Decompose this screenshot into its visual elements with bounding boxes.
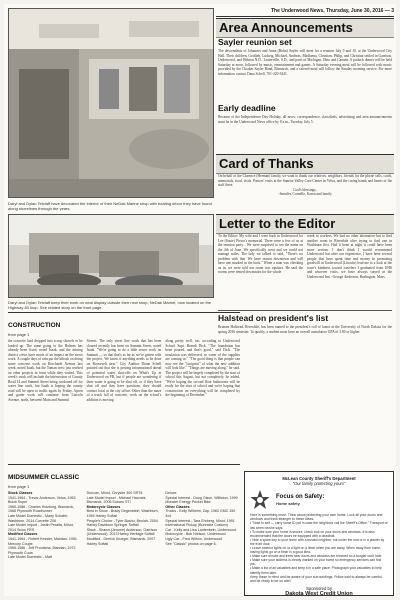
result-entry: Best in Show - Brady Degenstein, Washburn, 1994 Harley Softail	[86, 509, 159, 518]
result-entry: 1965-1986 - Jeff Proutsma, Mandan, 1972 Plymouth Cuda	[8, 546, 76, 555]
halstead-article	[218, 310, 392, 334]
result-entry: Special Interest - Tara Ehrberg, Minot, 1991 International Pickup (Bunneke Custom)	[165, 518, 235, 528]
result-line	[87, 496, 162, 505]
result-line	[87, 519, 162, 528]
ad-tip: • Make a list of all valuables and keep it in a safe place. Photograph your valuables to help identify them later.	[250, 566, 382, 575]
result-line	[8, 496, 83, 505]
sheriff-safety-ad	[244, 471, 394, 596]
ad-sponsor-label: Sponsored by	[306, 586, 332, 592]
sayler-reunion-title: Sayler reunion set	[218, 37, 292, 47]
sayler-reunion-article	[218, 38, 392, 76]
result-line	[87, 528, 162, 537]
midsummer-columns	[8, 491, 240, 560]
shop-interior-image	[9, 9, 214, 198]
result-class-heading: Modified Classes	[8, 532, 38, 537]
ad-motto: "Our family protecting yours"	[292, 481, 346, 486]
newspaper-page	[4, 4, 396, 596]
card-of-thanks-signoff-1: God's blessings,	[293, 187, 317, 192]
result-line	[165, 519, 240, 528]
result-line	[8, 514, 83, 523]
result-line	[165, 542, 240, 547]
midsummer-column-1	[8, 491, 83, 560]
badge-star-icon	[250, 489, 270, 511]
early-deadline-body: Because of the Independence Day Holiday, all news, correspondence, classifieds, advertising and area announcements must be in the Underwood News office by 8 a.m., Tuesday, July 5.	[218, 115, 392, 124]
result-line	[8, 537, 83, 546]
construction-section	[8, 312, 240, 402]
early-deadline-title: Early deadline	[218, 103, 276, 113]
letter-column-2: week to workers. We had no other alternative but to find another room in Riverdale after trying to find one in Washburn first. Had it been at night it could have been more serious. I don't think I would recommend Underwood but after our experience, I have been several people that have spent time and money in promoting goodwill in Underwood (Lincoln) lead me to a look at the town's kindness toward travelers I graduated from UHS and whoever visits, we have always stayed at the Underwood Inn. -George Anderson, Burlington, Mass.	[307, 234, 392, 279]
ad-sponsor-name: Dakota West Credit Union	[285, 591, 353, 596]
sayler-reunion-body: The descendants of Johannes and Anna (Bohn) Sayler will meet for a reunion July 9 and 10, at the Underwood City Hall. Their children, Gottlieb, Ludwig, Michael, Andreas, Madlaena, Christian, Philip, and Christina settled in Garrison, Underwood, and Hebron N.D., Leaterville, S.D., and parts of Michigan, Ohio and Canada. A potluck dinner will be held Saturday at noon, followed by music, entertainment and games. A Saturday evening meal will be followed with music provided by the Cloaker Sayler Band, Bismarck, and a catered meal will follow the Sunday morning service. For more information contact Dana Schell, 701-220-5441.	[218, 49, 392, 76]
ad-focus-sub: Home safety	[276, 500, 300, 506]
result-class-heading: Stock Classes	[8, 491, 33, 495]
ad-tips-list	[250, 521, 388, 574]
construction-columns	[8, 339, 240, 402]
result-line	[8, 546, 83, 555]
result-entry: Late Model Domestic - Matt	[8, 555, 52, 560]
result-entry: Stock - Shawn (Jerome) Anderson, Garrison (Underwood), 2013 Harley Heritage Softail	[86, 527, 158, 537]
construction-column-1: the concrete load dropped into scoop shovels to be loaded up. The same going to the Holmes has already been fixed, noted Isaak, and the mining district crews have much of an impact on the street work. A couple days of rain put the kibosh on doing some concrete work on Borchardt Avenue last week, noted Isaak, but the Toman crew just worked on other projects in town while they waited. This week's work will include the intersection of County Road 14 and Summit Street being cordoned off for water line work, but Isaak is hoping the county road will be open to traffic again by Friday. Apron and gutter work will continue from Lincoln Avenue, north, between Main and Summit	[8, 339, 83, 402]
ad-intro: Here is something more. Think about protecting your own home. Lock all your doors and windows and think stranger to these ideas.	[250, 513, 383, 522]
result-line	[87, 509, 162, 518]
ad-closing: Keep these in mind and be aware of your surroundings. Police said to always be careful, and be ready to be on alert.	[250, 574, 383, 583]
card-of-thanks-banner: Card of Thanks	[216, 154, 394, 174]
area-announcements-banner: Area Announcements	[216, 18, 394, 38]
result-class-heading: Other Classes	[165, 504, 190, 509]
result-line	[165, 509, 240, 518]
result-line	[165, 496, 240, 505]
sheriff-badge-icon	[250, 489, 270, 511]
result-entry: See "Classic" photos on page 6.	[165, 541, 217, 546]
ad-office: McLean County Sheriff's Department	[282, 476, 356, 481]
result-entry: Modified - Derrick Krueger, Bismarck, 2007 Harley Softail	[86, 536, 156, 546]
result-entry: Ugly Car - Fred Wilson, Underwood	[165, 536, 223, 541]
result-entry: Deluxe	[165, 491, 177, 495]
ad-tip: • Make sure your address is clearly marked on your home so emergency services can find you.	[250, 558, 382, 567]
ad-tip: • Make sure shrubs and trees near doors and windows are trimmed so a burglar can't hide.	[250, 554, 383, 559]
result-class-heading: Motorcycle Classes	[86, 504, 121, 509]
construction-from: from page 1	[8, 332, 30, 337]
result-entry: Special Interest - Doug Olson, Williston, 1999 Monster Energy Pocket Bike	[165, 495, 238, 505]
letter-column-1: To the Editor: My wife and I were back in Underwood for Lee (Susie) Pierce's memorial. There were a few of us at the reunion party... We were surprised to see the name on the 4th of June. We specifically went and we could not manage miles. The lady we talked to said, "There's no problem with that. We have reason downtown and will have one marked in the back." When a man was checking us in, we were told our room was upstairs. He said the rooms were rented downstairs for the whole	[218, 234, 303, 274]
result-entry: 1941-1964 - Robert Kessler, Mandan, 1951 Mercury Coupe	[8, 536, 77, 546]
result-entry: Car - Kelly and Lisa Laufenbein, Underwood	[165, 527, 236, 532]
marine-shop-interior-photo	[8, 8, 214, 198]
running-head: The Underwood News, Thursday, June 30, 2016 — 3	[216, 8, 394, 17]
ad-tip: • "Note to self — carry some ID put in case the neighbors call the Sheriff's Office." Transport of law when he/she says.	[250, 521, 388, 530]
result-entry: Late Model Import - Justin Peralta, Minot, 2014 Scion FRS	[8, 523, 74, 532]
result-line	[87, 537, 162, 546]
midsummer-column-2	[87, 491, 162, 560]
ad-focus-title: Focus on Safety:	[276, 494, 325, 501]
card-of-thanks-body: On behalf of the Clarence (Herman) family, we want to thank our relatives, neighbors, friends for the phone calls, cards, memorials, food, visits. Pastors' visits at the Sunrise Valley Care Center in Velva, and the caring hands and hearts of the staff there.	[218, 174, 392, 187]
ad-tip: • Hide a spare key to your home with a trusted neighbor, not under the mat or in a planter by the front door.	[250, 537, 385, 546]
result-entry: People's Choice - Tyler Bushu, Beulah, 2004 Harley Davidson Springer Softail	[86, 518, 158, 528]
result-entry: 1941-1964 - Trevor Anderson, Velva, 1953 Buick Super	[8, 495, 76, 505]
construction-column-3: along pretty well, too, according to Underwood School Supt. Brandt Dick. "The foundation has been poured, and that's good," said Dick. "The insulation was delivered, so some of the supplies are coming in." "The good thing is that people can now see the "footprint" of what the new addition will look like." "Things are moving along," he said. The project will be largely completed by the start of school this August, but not completely, he added. "We're hoping the second floor bathrooms will be ready for the start of school and we're hoping that construction on everything will be completed by the beginning of December."	[165, 339, 241, 397]
ad-tip: • Leave exterior lights on or a light on a timer when you are away. When away from home, having lights go on a timer is a good idea.	[250, 545, 382, 555]
midsummer-kicker: MIDSUMMER CLASSIC	[8, 474, 80, 481]
card-of-thanks-signoff-2: -Jennifer, Cornelle, Karen and family	[278, 192, 332, 196]
result-line	[8, 505, 83, 514]
result-entry: Duncan, Minot, Chrysler 300 SRT8	[86, 491, 143, 495]
letter-columns	[218, 234, 392, 279]
result-entry: Trucks - Kelly Wilhelm, Zap, 1983 GMC 150 4x4	[165, 509, 236, 518]
top-photo-caption: Daryl and Dylan Tetzlaff have decorated the interior of their NeDak Marine shop with boating décor they have found along shorelines through the years.	[8, 201, 212, 211]
construction-column-2: Streets. The only street line work that has been cleared recently has been on Summit Street, noted Isaak. "We're going to do a little sewer work on Summit — so that that's as far as we've gotten with the project. We know if anything needs to be done on Roosevelt next." City Auditor Diane Schell pointed out that she is posting informational ahead of potential water shut-offs on What's Up in Underwood on FB, but if people are wondering if their water is going to be shut off, or if they have shut off and they have questions, they should contact local at the city office. Other than the maze of a truck full of concrete, work on the school's addition is moving	[86, 339, 162, 402]
halstead-title: Halstead on president's list	[218, 313, 329, 323]
construction-kicker: CONSTRUCTION	[8, 322, 61, 329]
early-deadline-article	[218, 104, 392, 124]
result-line	[8, 555, 83, 560]
result-entry: Motorcycle - Bob Nielson, Underwood	[165, 532, 226, 537]
marine-shop-exterior-photo	[8, 214, 214, 298]
card-of-thanks-article	[218, 174, 392, 197]
letter-to-editor-banner: Letter to the Editor	[216, 214, 394, 234]
midsummer-column-3	[165, 491, 240, 560]
ad-tip: • To make sure your home is secure, check lock on your doors and windows. It is also recommended that the doors be equipped with a deadbolt.	[250, 529, 375, 538]
shop-exterior-image	[9, 215, 214, 298]
halstead-body: Brianne Halstead, Riverdale, has been named to the president's roll of honor at the University of North Dakota for the spring 2016 semester. To qualify, a student must have an overall cumulative GPA of 3.80 or higher.	[218, 325, 392, 334]
result-line	[8, 523, 83, 532]
midsummer-section	[8, 464, 240, 560]
result-entry: Late Model Import - Michael Hacmeir, Bismarck, 2006 Subaru STI	[86, 495, 147, 505]
bottom-photo-caption: Daryl and Dylan Tetzlaff keep their work on neat display outside their new shop, NeDak Marine, now located on the Highway 83 loop. See related story on the front page.	[8, 300, 212, 310]
result-entry: Late Model Domestic - Marty Schafer, Washburn, 2014 Corvette Z06	[8, 513, 69, 523]
midsummer-from: from page 1	[8, 484, 30, 489]
result-entry: 1965-1986 - Charles Holzburg, Bismarck, 1966 Plymouth Roadrunner	[8, 504, 74, 514]
